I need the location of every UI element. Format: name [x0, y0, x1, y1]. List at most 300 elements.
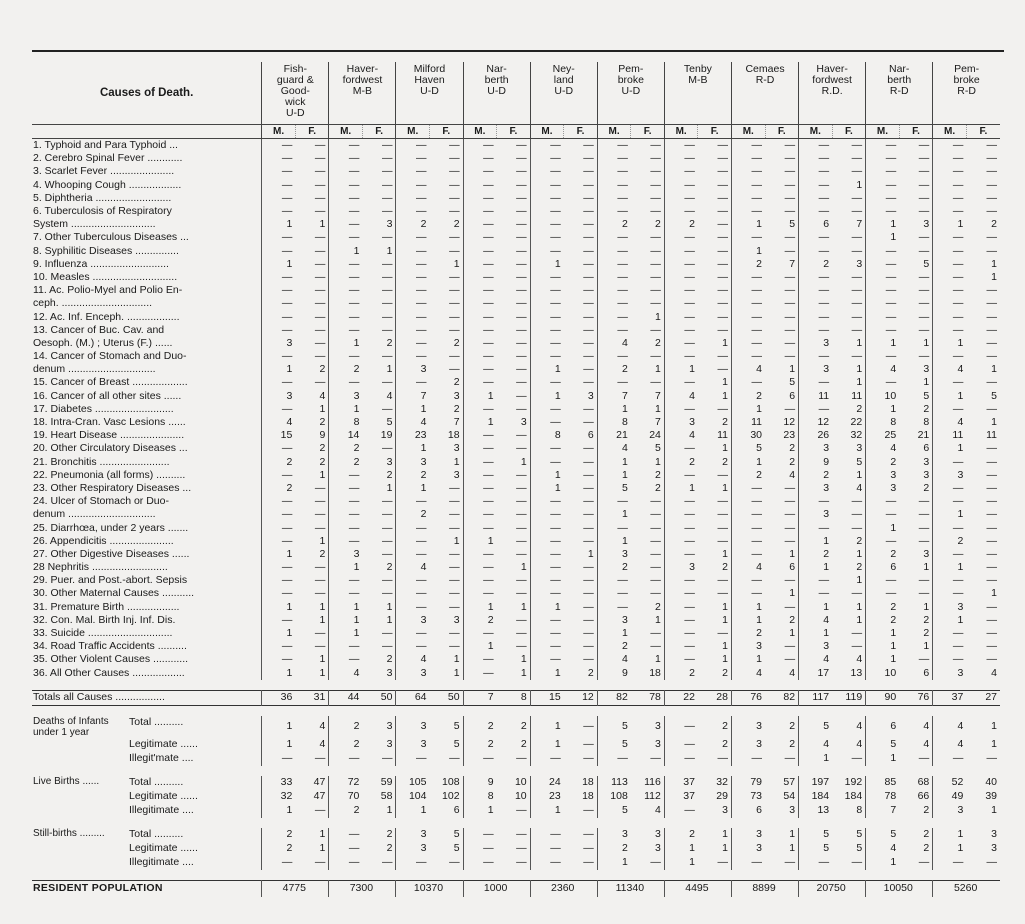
value-cell: — — [396, 165, 430, 178]
value-cell: — — [597, 587, 631, 600]
value-cell: — — [918, 139, 930, 152]
value-cell: — — [918, 653, 930, 666]
value-cell: 105 — [396, 776, 430, 790]
value-cell: — — [530, 324, 564, 337]
value-cell: 2 — [597, 561, 631, 574]
value-cell: 3 — [923, 455, 930, 468]
value-cell: 2 — [329, 804, 363, 818]
value-cell: — — [329, 653, 363, 666]
population-cell: 2360 — [530, 880, 597, 897]
value-cell: — — [381, 139, 393, 152]
value-cell: 3 — [396, 828, 430, 842]
value-cell: 3 — [386, 720, 393, 733]
district-header-line: Nar- — [486, 63, 507, 75]
value-cell: — — [731, 350, 765, 363]
value-cell: 50 — [447, 691, 460, 704]
district-header-line: Pem- — [618, 63, 644, 75]
value-cell: 2 — [520, 738, 527, 751]
value-cell: — — [731, 574, 765, 587]
value-cell: — — [717, 856, 728, 869]
value-cell: 3 — [799, 482, 833, 495]
value-cell: 1 — [319, 842, 326, 855]
value-cell: — — [731, 231, 765, 244]
district-header-line: U-D — [285, 107, 305, 119]
row-label — [32, 456, 262, 469]
row-label — [32, 535, 262, 548]
value-cell: 1 — [655, 455, 661, 468]
value-cell: — — [463, 508, 497, 521]
value-cell: — — [799, 587, 833, 600]
value-cell: 1 — [530, 738, 564, 752]
district-header-line: R-D — [889, 85, 909, 97]
value-cell: — — [933, 231, 967, 244]
value-cell: 4 — [655, 804, 661, 817]
male-header: M. — [933, 125, 967, 139]
value-cell: 1 — [731, 653, 765, 666]
value-cell: 4 — [396, 561, 430, 574]
value-cell: — — [918, 191, 930, 204]
value-cell: 3 — [453, 613, 460, 626]
value-cell: — — [516, 363, 527, 376]
value-cell: — — [933, 297, 967, 310]
district-header — [866, 62, 933, 125]
value-cell: 1 — [453, 257, 460, 270]
value-cell: 1 — [789, 842, 796, 855]
row-label — [32, 828, 262, 842]
value-cell: — — [329, 376, 363, 389]
row-label-text: 16. Cancer of all other sites ...... — [33, 389, 182, 402]
value-cell: — — [583, 152, 594, 165]
value-cell: 2 — [386, 561, 393, 574]
value-cell: 5 — [655, 442, 661, 455]
row-label — [32, 258, 262, 271]
value-cell: — — [918, 856, 930, 869]
value-cell: 8 — [463, 790, 497, 804]
value-cell: 3 — [799, 640, 833, 653]
value-cell: — — [381, 856, 393, 869]
value-cell: — — [381, 495, 393, 508]
value-cell: 4 — [731, 363, 765, 376]
value-cell: — — [664, 521, 698, 534]
value-cell: — — [396, 271, 430, 284]
district-header-row — [32, 62, 1000, 125]
value-cell: — — [650, 547, 661, 560]
value-cell: 11 — [851, 389, 863, 402]
value-cell: — — [583, 842, 594, 855]
value-cell: — — [731, 376, 765, 389]
value-cell: — — [516, 613, 527, 626]
value-cell: 2 — [923, 842, 930, 855]
cause-row — [32, 429, 1000, 442]
cause-row — [32, 640, 1000, 653]
spacer-row — [32, 818, 1000, 828]
value-cell: 1 — [329, 601, 363, 614]
value-cell: — — [329, 587, 363, 600]
value-cell: — — [449, 284, 460, 297]
value-cell: — — [717, 574, 728, 587]
row-label — [32, 350, 262, 363]
value-cell: — — [664, 165, 698, 178]
value-cell: — — [650, 205, 661, 218]
value-cell: 4 — [731, 561, 765, 574]
district-header-line: fordwest — [342, 74, 383, 86]
value-cell: — — [381, 257, 393, 270]
value-cell: — — [717, 323, 728, 336]
value-cell: 2 — [722, 738, 728, 751]
value-cell: 1 — [722, 547, 728, 560]
value-cell: — — [866, 297, 900, 310]
value-cell: — — [799, 271, 833, 284]
value-cell: 7 — [856, 218, 863, 231]
district-header-line: fordwest — [812, 74, 852, 86]
value-cell: 1 — [933, 508, 967, 521]
value-cell: 8 — [856, 804, 863, 817]
value-cell: — — [449, 495, 460, 508]
value-cell: 1 — [789, 547, 796, 560]
male-header: M. — [396, 125, 430, 139]
value-cell: 2 — [991, 218, 997, 231]
value-cell: — — [650, 244, 661, 257]
value-cell: — — [463, 482, 497, 495]
value-cell: 3 — [329, 548, 363, 561]
value-cell: 1 — [933, 442, 967, 455]
value-cell: 2 — [923, 627, 930, 640]
value-cell: 1 — [530, 258, 564, 271]
value-cell: — — [516, 856, 527, 869]
value-cell: — — [530, 856, 564, 870]
value-cell: — — [597, 310, 631, 323]
value-cell: 2 — [329, 363, 363, 376]
value-cell: 1 — [530, 667, 564, 680]
value-cell: — — [449, 587, 460, 600]
value-cell: — — [731, 508, 765, 521]
value-cell: 108 — [597, 790, 631, 804]
row-label — [32, 165, 262, 178]
row-label-text: 29. Puer. and Post.-abort. Sepsis — [33, 574, 188, 587]
cause-row — [32, 561, 1000, 574]
value-cell: — — [597, 521, 631, 534]
value-cell: 102 — [442, 790, 460, 803]
district-header-line: U-D — [621, 85, 641, 97]
section-row — [32, 790, 1000, 804]
value-cell: 5 — [597, 716, 631, 738]
value-cell: 3 — [655, 842, 661, 855]
value-cell: 3 — [664, 416, 698, 429]
value-cell: 3 — [933, 469, 967, 482]
value-cell: — — [583, 205, 594, 218]
value-cell: 13 — [799, 804, 833, 818]
value-cell: — — [516, 231, 527, 244]
value-cell: 2 — [731, 390, 765, 403]
value-cell: — — [314, 640, 326, 653]
value-cell: 3 — [731, 716, 765, 738]
value-cell: 104 — [396, 790, 430, 804]
value-cell: — — [516, 442, 527, 455]
row-label — [32, 205, 262, 218]
value-cell: — — [381, 640, 393, 653]
value-cell: — — [396, 856, 430, 870]
value-cell: — — [516, 191, 527, 204]
row-label-text: 3. Scarlet Fever ...................... — [33, 165, 175, 178]
district-header — [933, 62, 1000, 125]
value-cell: — — [731, 587, 765, 600]
value-cell: — — [583, 561, 594, 574]
district-header-line: U-D — [487, 85, 506, 97]
section-row — [32, 776, 1000, 790]
value-cell: 1 — [597, 535, 631, 548]
value-cell: — — [530, 456, 564, 469]
value-cell: 6 — [789, 561, 796, 574]
value-cell: 1 — [991, 416, 997, 429]
value-cell: — — [799, 403, 833, 416]
value-cell: — — [463, 271, 497, 284]
cause-row — [32, 416, 1000, 429]
value-cell: — — [799, 521, 833, 534]
female-header: F. — [966, 125, 1000, 139]
value-cell: — — [530, 828, 564, 842]
value-cell: 1 — [453, 455, 460, 468]
value-cell: — — [918, 574, 930, 587]
value-cell: — — [986, 752, 997, 765]
cause-row — [32, 667, 1000, 680]
value-cell: 3 — [799, 508, 833, 521]
value-cell: 1 — [856, 468, 863, 481]
row-label — [32, 376, 262, 389]
value-cell: — — [933, 139, 967, 153]
value-cell: — — [381, 165, 393, 178]
district-header-line: Fish- — [283, 63, 307, 75]
value-cell: — — [731, 271, 765, 284]
value-cell: 1 — [722, 442, 728, 455]
value-cell: 184 — [844, 790, 863, 803]
value-cell: — — [799, 350, 833, 363]
value-cell: — — [329, 284, 363, 297]
value-cell: — — [851, 165, 863, 178]
value-cell: — — [799, 205, 833, 218]
value-cell: 1 — [722, 600, 728, 613]
value-cell: — — [664, 350, 698, 363]
value-cell: 1 — [933, 842, 967, 856]
value-cell: 12 — [783, 416, 796, 429]
value-cell: — — [650, 178, 661, 191]
value-cell: 58 — [380, 790, 393, 803]
value-cell: 1 — [991, 363, 997, 376]
value-cell: — — [516, 468, 527, 481]
value-cell: — — [664, 258, 698, 271]
value-cell: — — [866, 271, 900, 284]
value-cell: 1 — [991, 804, 997, 817]
value-cell: — — [314, 310, 326, 323]
value-cell: — — [314, 574, 326, 587]
value-cell: — — [784, 165, 796, 178]
district-header-line: U-D — [554, 85, 574, 97]
value-cell: — — [866, 139, 900, 153]
value-cell: — — [396, 231, 430, 244]
value-cell: 70 — [329, 790, 363, 804]
value-cell: 2 — [655, 336, 661, 349]
value-cell: 2 — [722, 416, 728, 429]
value-cell: — — [597, 271, 631, 284]
value-cell: — — [449, 323, 460, 336]
value-cell: — — [664, 716, 698, 738]
value-cell: — — [583, 574, 594, 587]
value-cell: — — [449, 270, 460, 283]
value-cell: — — [650, 350, 661, 363]
value-cell: — — [396, 350, 430, 363]
value-cell: — — [583, 297, 594, 310]
value-cell: — — [262, 653, 296, 666]
female-header: F. — [832, 125, 866, 139]
value-cell: — — [784, 336, 796, 349]
value-cell: — — [851, 495, 863, 508]
value-cell: — — [396, 627, 430, 640]
value-cell: — — [918, 521, 930, 534]
value-cell: 2 — [386, 653, 393, 666]
value-cell: 4 — [799, 614, 833, 627]
value-cell: — — [329, 521, 363, 534]
value-cell: — — [516, 350, 527, 363]
value-cell: — — [381, 284, 393, 297]
value-cell: — — [597, 231, 631, 244]
value-cell: — — [463, 297, 497, 310]
row-label-text: 27. Other Digestive Diseases ...... — [33, 547, 190, 560]
value-cell: 82 — [597, 690, 631, 705]
value-cell: — — [449, 178, 460, 191]
value-cell: 1 — [655, 613, 661, 626]
value-cell: — — [986, 481, 997, 494]
value-cell: — — [918, 495, 930, 508]
value-cell: — — [262, 231, 296, 244]
value-cell: — — [449, 600, 460, 613]
value-cell: — — [516, 547, 527, 560]
value-cell: — — [986, 856, 997, 869]
value-cell: — — [799, 297, 833, 310]
value-cell: — — [463, 139, 497, 153]
value-cell: — — [329, 258, 363, 271]
row-label-text: Illegit'mate .... — [129, 752, 194, 765]
value-cell: — — [314, 284, 326, 297]
value-cell: — — [731, 482, 765, 495]
value-cell: 2 — [329, 456, 363, 469]
value-cell: 5 — [866, 828, 900, 842]
female-header: F. — [698, 125, 732, 139]
value-cell: 2 — [655, 600, 661, 613]
value-cell: — — [396, 192, 430, 205]
row-label-text: 32. Con. Mal. Birth Inj. Inf. Dis. — [33, 613, 176, 626]
value-cell: — — [986, 547, 997, 560]
value-cell: — — [664, 310, 698, 323]
cause-row — [32, 165, 1000, 178]
value-cell: 6 — [587, 429, 594, 442]
section-row — [32, 842, 1000, 856]
value-cell: — — [650, 587, 661, 600]
row-label — [32, 310, 262, 323]
value-cell: — — [918, 534, 930, 547]
value-cell: 1 — [789, 627, 796, 640]
row-label-text: Illegitimate .... — [129, 856, 194, 869]
value-cell: — — [583, 828, 594, 841]
value-cell: — — [463, 205, 497, 218]
value-cell: — — [717, 627, 728, 640]
cause-row — [32, 469, 1000, 482]
value-cell: — — [650, 521, 661, 534]
value-cell: 2 — [789, 455, 796, 468]
value-cell: — — [449, 521, 460, 534]
row-label-text: denum .............................. — [33, 363, 156, 376]
value-cell: — — [784, 191, 796, 204]
value-cell: — — [314, 270, 326, 283]
value-cell: 1 — [731, 403, 765, 416]
value-cell: — — [583, 231, 594, 244]
value-cell: — — [530, 521, 564, 534]
value-cell: 1 — [319, 666, 326, 679]
value-cell: — — [664, 535, 698, 548]
value-cell: 1 — [329, 337, 363, 350]
value-cell: — — [396, 258, 430, 271]
value-cell: — — [314, 244, 326, 257]
value-cell: 2 — [923, 613, 930, 626]
value-cell: 2 — [866, 601, 900, 614]
value-cell: — — [717, 534, 728, 547]
value-cell: 2 — [722, 666, 728, 679]
value-cell: — — [784, 139, 796, 152]
value-cell: 1 — [386, 481, 393, 494]
value-cell: 2 — [731, 627, 765, 640]
value-cell: — — [262, 561, 296, 574]
row-label-text: 36. All Other Causes .................. — [33, 666, 185, 679]
female-header: F. — [564, 125, 598, 139]
row-label — [32, 804, 262, 818]
value-cell: — — [986, 350, 997, 363]
value-cell: — — [463, 152, 497, 165]
district-header-line: M-B — [688, 74, 708, 86]
value-cell: — — [329, 574, 363, 587]
value-cell: — — [731, 297, 765, 310]
value-cell: — — [583, 191, 594, 204]
value-cell: — — [329, 856, 363, 870]
value-cell: — — [918, 152, 930, 165]
value-cell: 1 — [262, 548, 296, 561]
value-cell: — — [583, 323, 594, 336]
value-cell: — — [396, 752, 430, 766]
value-cell: 1 — [520, 666, 527, 679]
value-cell: — — [381, 587, 393, 600]
value-cell: — — [866, 310, 900, 323]
value-cell: — — [866, 535, 900, 548]
cause-row — [32, 627, 1000, 640]
value-cell: 2 — [319, 547, 326, 560]
value-cell: 1 — [866, 231, 900, 244]
value-cell: 2 — [866, 548, 900, 561]
value-cell: 1 — [396, 804, 430, 818]
value-cell: — — [314, 191, 326, 204]
district-header-line: Ney- — [552, 63, 575, 75]
value-cell: — — [650, 561, 661, 574]
row-label-text: 34. Road Traffic Accidents .......... — [33, 640, 187, 653]
value-cell: — — [717, 495, 728, 508]
value-cell: — — [381, 270, 393, 283]
value-cell: — — [664, 376, 698, 389]
value-cell: — — [717, 310, 728, 323]
resident-population-row — [32, 880, 1000, 897]
value-cell: 4 — [789, 468, 796, 481]
row-label-text: 17. Diabetes ........................... — [33, 402, 174, 415]
value-cell: — — [530, 640, 564, 653]
value-cell: 22 — [850, 416, 863, 429]
value-cell: 1 — [856, 178, 863, 191]
value-cell: — — [381, 442, 393, 455]
value-cell: — — [583, 856, 594, 869]
